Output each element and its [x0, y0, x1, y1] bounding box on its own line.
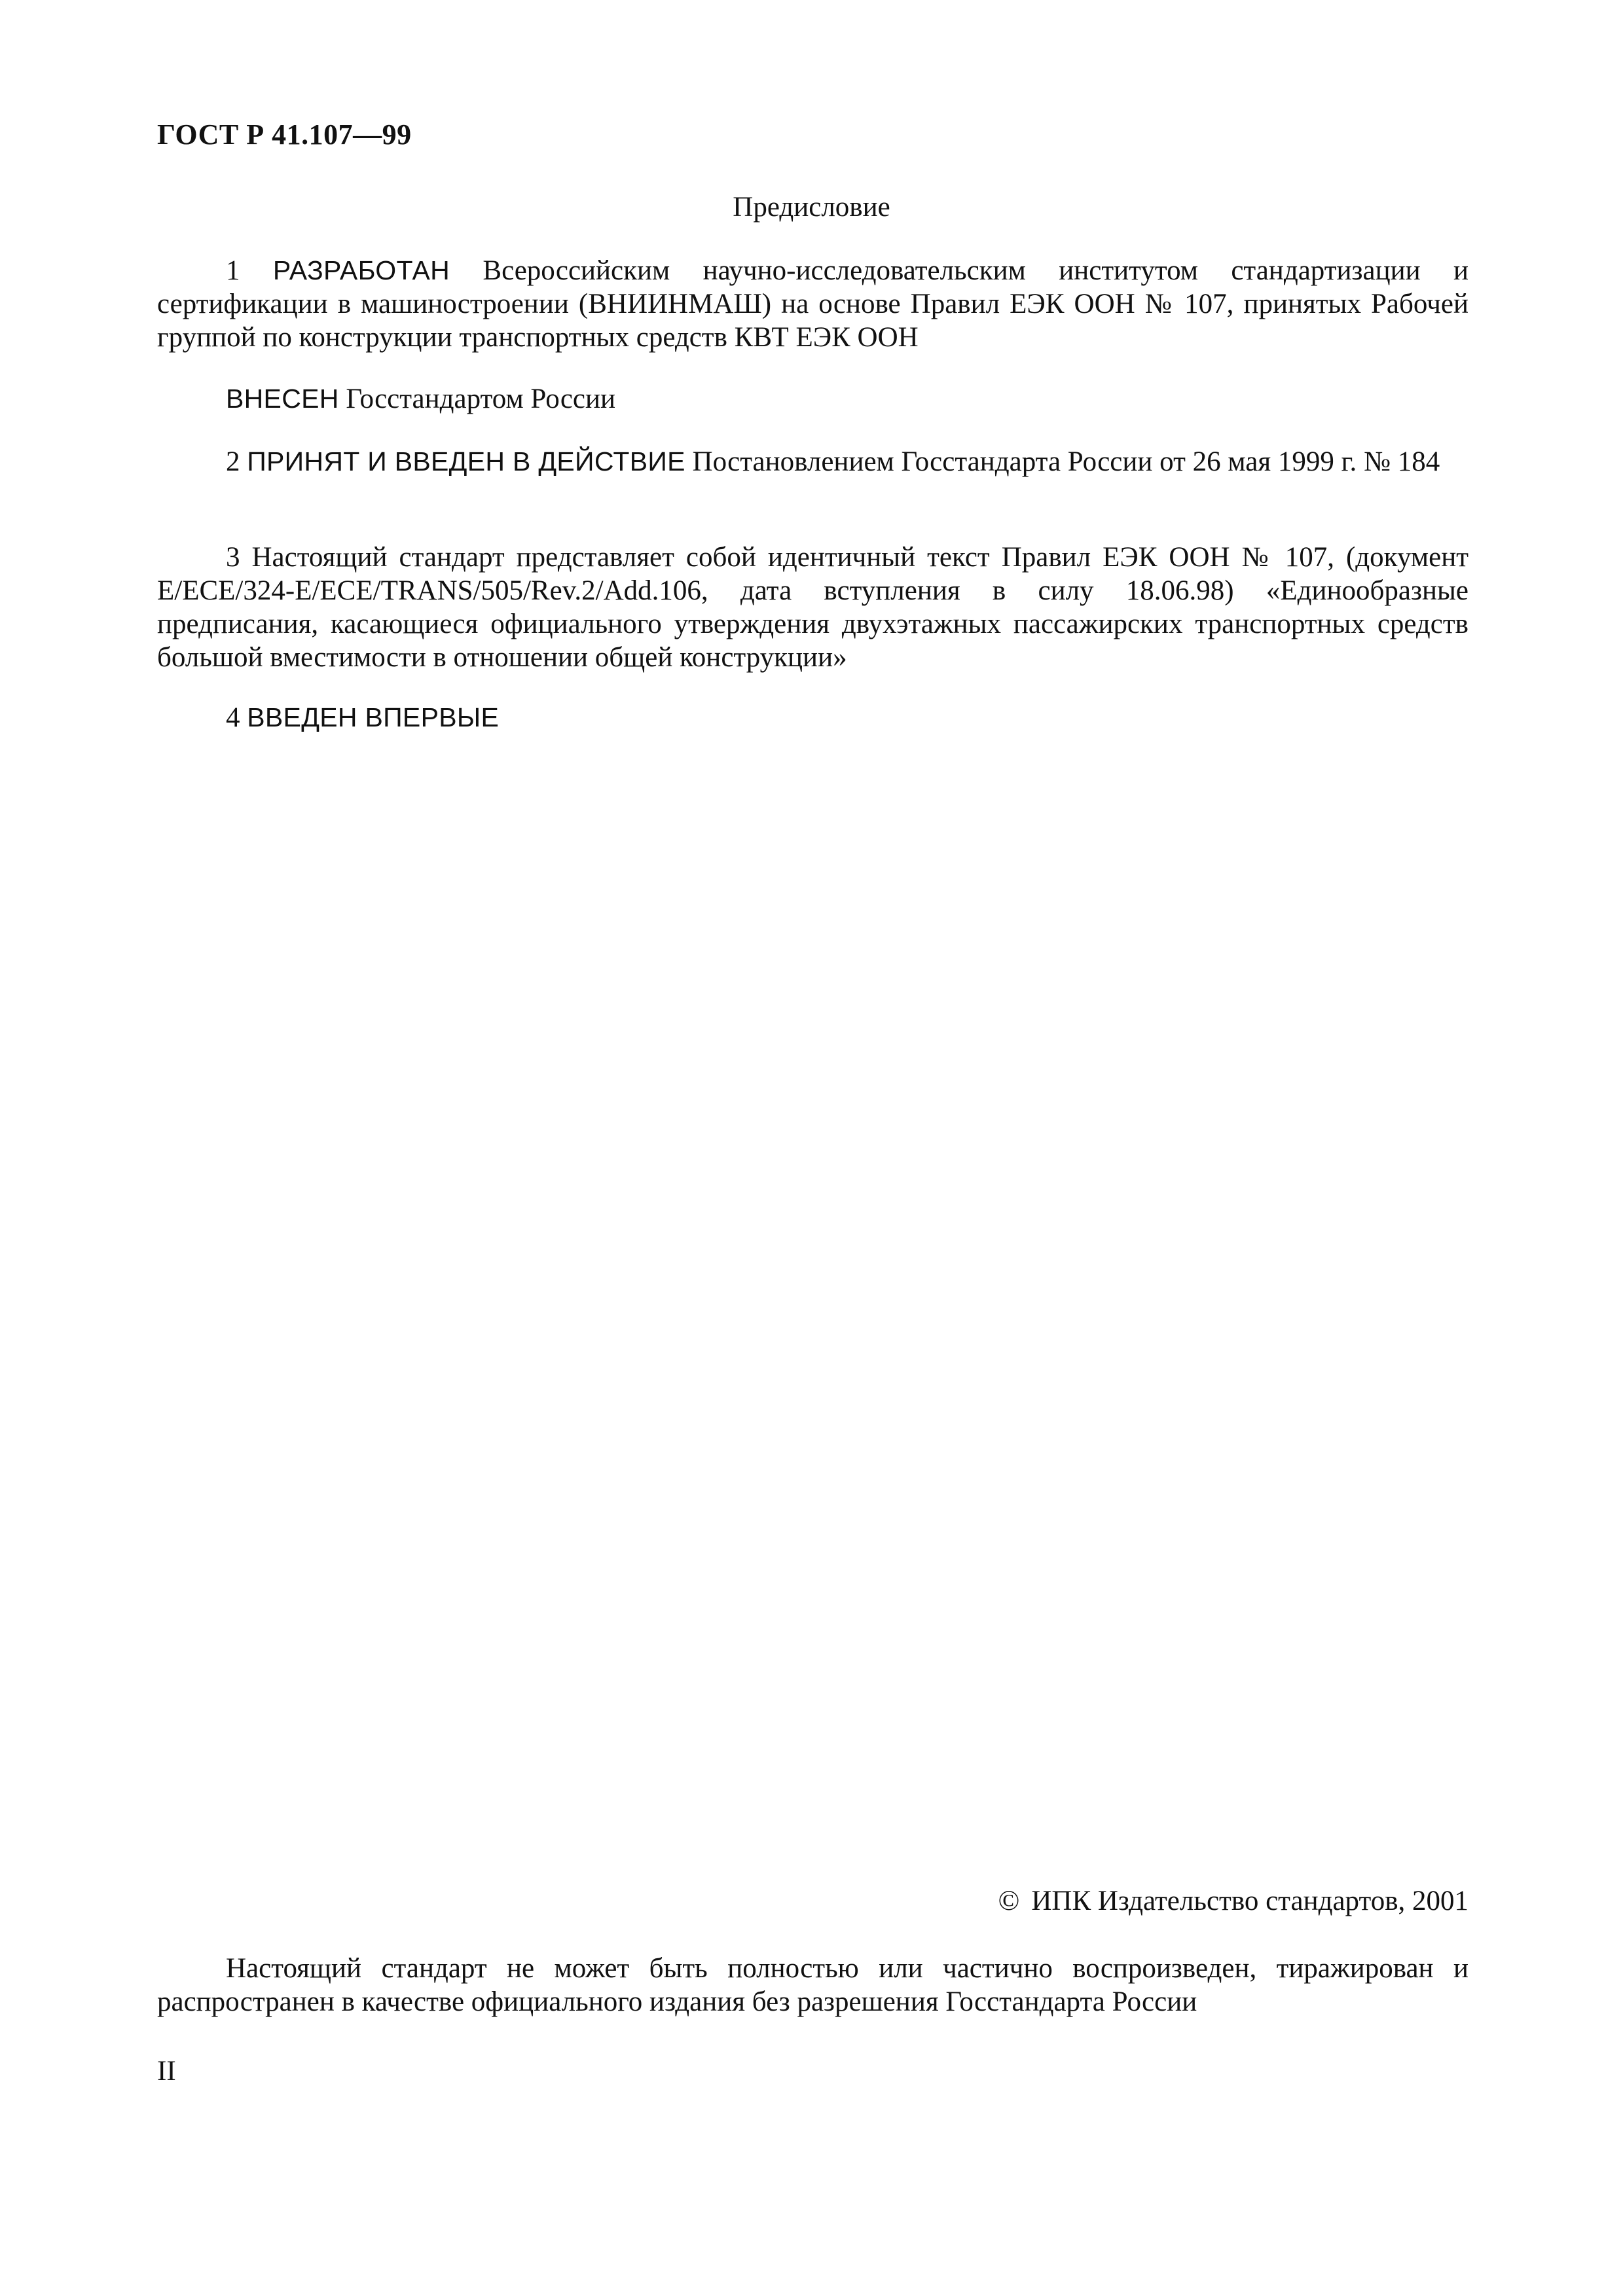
copyright-text: ИПК Издательство стандартов, 2001 [1031, 1886, 1468, 1916]
paragraph-keyword: ВВЕДЕН ВПЕРВЫЕ [247, 702, 500, 732]
paragraph-identical-text [157, 541, 1468, 674]
paragraph-text: Постановлением Госстандарта России от 26 мая 1999 г. № 184 [692, 446, 1440, 477]
reproduction-notice: Настоящий стандарт не может быть полностью или частично воспроизведен, тиражирован и распространен в качестве официального издания без разрешения Госстандарта России [157, 1953, 1468, 2017]
paragraph-number: 2 [226, 446, 240, 477]
paragraph-number: 3 [226, 542, 240, 573]
paragraph-adopted [157, 445, 1468, 478]
document-code: ГОСТ Р 41.107—99 [157, 118, 412, 151]
paragraph-introduced [157, 382, 1468, 416]
paragraph-text: Настоящий стандарт представляет собой идентичный текст Правил ЕЭК ООН № 107, (документ E/ECE/324-E/ECE/TRANS/505/Rev.2/Add.106, дата вступления в силу 18.06.98) «Единообразные предписания, касающиеся официального утверждения двухэтажных пассажирских транспортных средств большой вместимости в отношении общей конструкции» [157, 542, 1468, 673]
copyright-icon: © [998, 1886, 1020, 1916]
paragraph-keyword: ВНЕСЕН [226, 384, 339, 414]
paragraph-number: 1 [226, 255, 240, 286]
copyright-line [998, 1885, 1468, 1917]
paragraph-first-introduced [157, 701, 1468, 734]
page-number: II [157, 2056, 176, 2087]
paragraph-developed [157, 254, 1468, 354]
paragraph-text: Всероссийским научно-исследовательским институтом стандартизации и сертификации в машиностроении (ВНИИНМАШ) на основе Правил ЕЭК ООН № 107, принятых Рабочей группой по конструкции транспортных средств КВТ ЕЭК ООН [157, 255, 1468, 353]
page-title: Предисловие [733, 192, 890, 223]
paragraph-number: 4 [226, 702, 240, 733]
paragraph-text: Госстандартом России [346, 384, 616, 414]
paragraph-keyword: ПРИНЯТ И ВВЕДЕН В ДЕЙСТВИЕ [247, 446, 685, 476]
paragraph-keyword: РАЗРАБОТАН [272, 255, 450, 285]
